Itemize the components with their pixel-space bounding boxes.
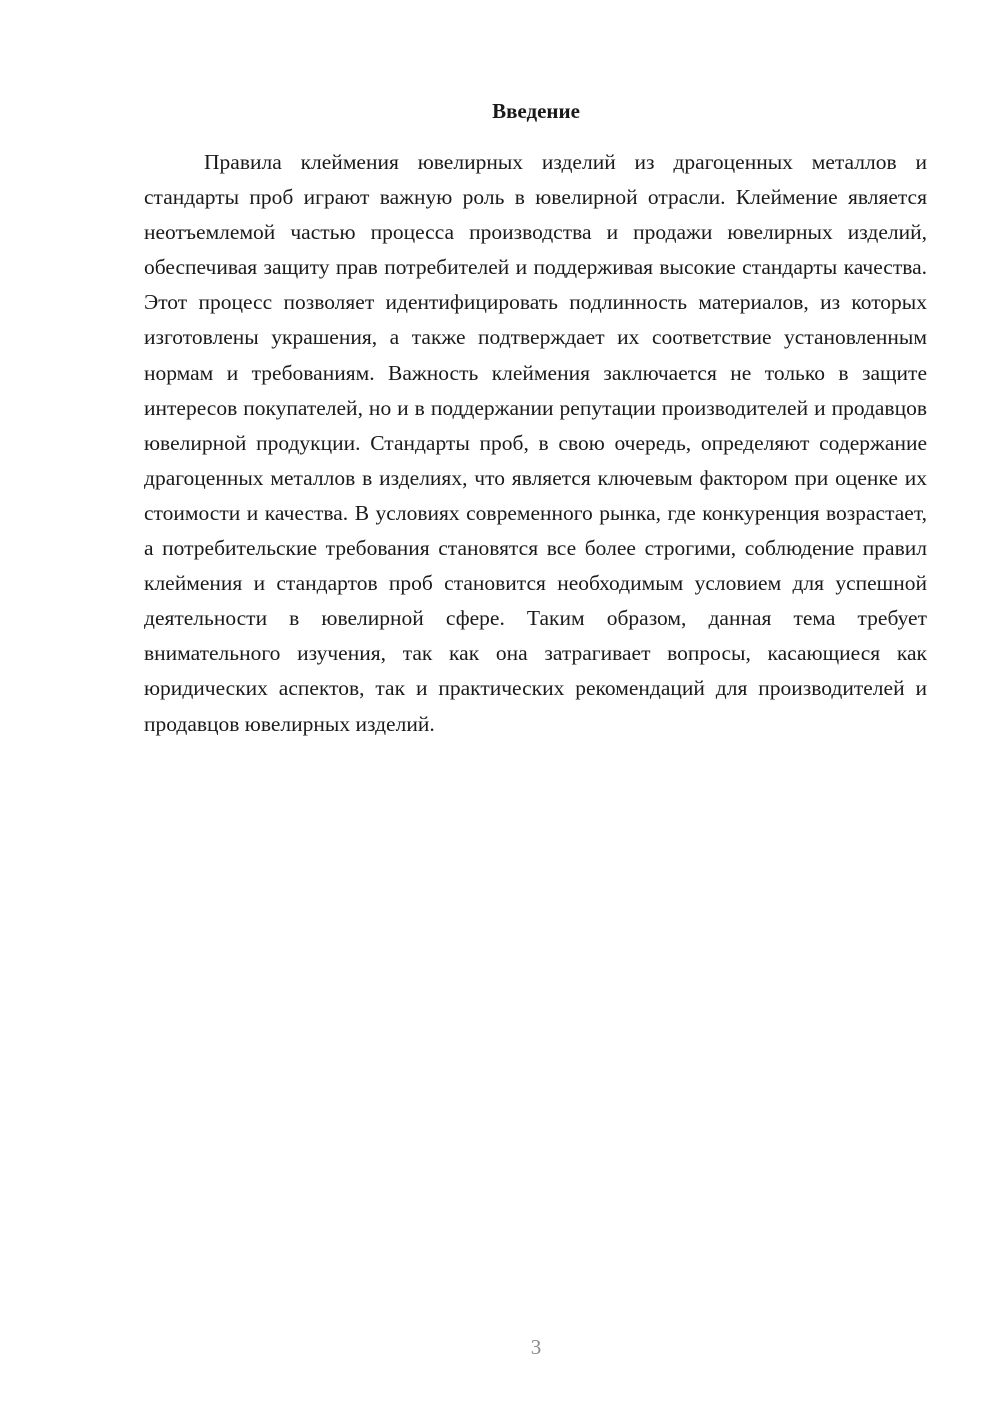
- introduction-paragraph: Правила клеймения ювелирных изделий из драгоценных металлов и стандарты проб играют важную роль в ювелирной отрасли. Клеймение является неотъемлемой частью процесса производства и продажи ювелирных изделий, обеспечивая защиту прав потребителей и поддерживая высокие стандарты качества. Этот процесс позволяет идентифицировать подлинность материалов, из которых изготовлены украшения, а также подтверждает их соответствие установленным нормам и требованиям. Важность клеймения заключается не только в защите интересов покупателей, но и в поддержании репутации производителей и продавцов ювелирной продукции. Стандарты проб, в свою очередь, определяют содержание драгоценных металлов в изделиях, что является ключевым фактором при оценке их стоимости и качества. В условиях современного рынка, где конкуренция возрастает, а потребительские требования становятся все более строгими, соблюдение правил клеймения и стандартов проб становится необходимым условием для успешной деятельности в ювелирной сфере. Таким образом, данная тема требует внимательного изучения, так как она затрагивает вопросы, касающиеся как юридических аспектов, так и практических рекомендаций для производителей и продавцов ювелирных изделий.: [144, 150, 927, 736]
- section-heading: Введение: [492, 99, 580, 123]
- page-number: 3: [530, 1335, 542, 1359]
